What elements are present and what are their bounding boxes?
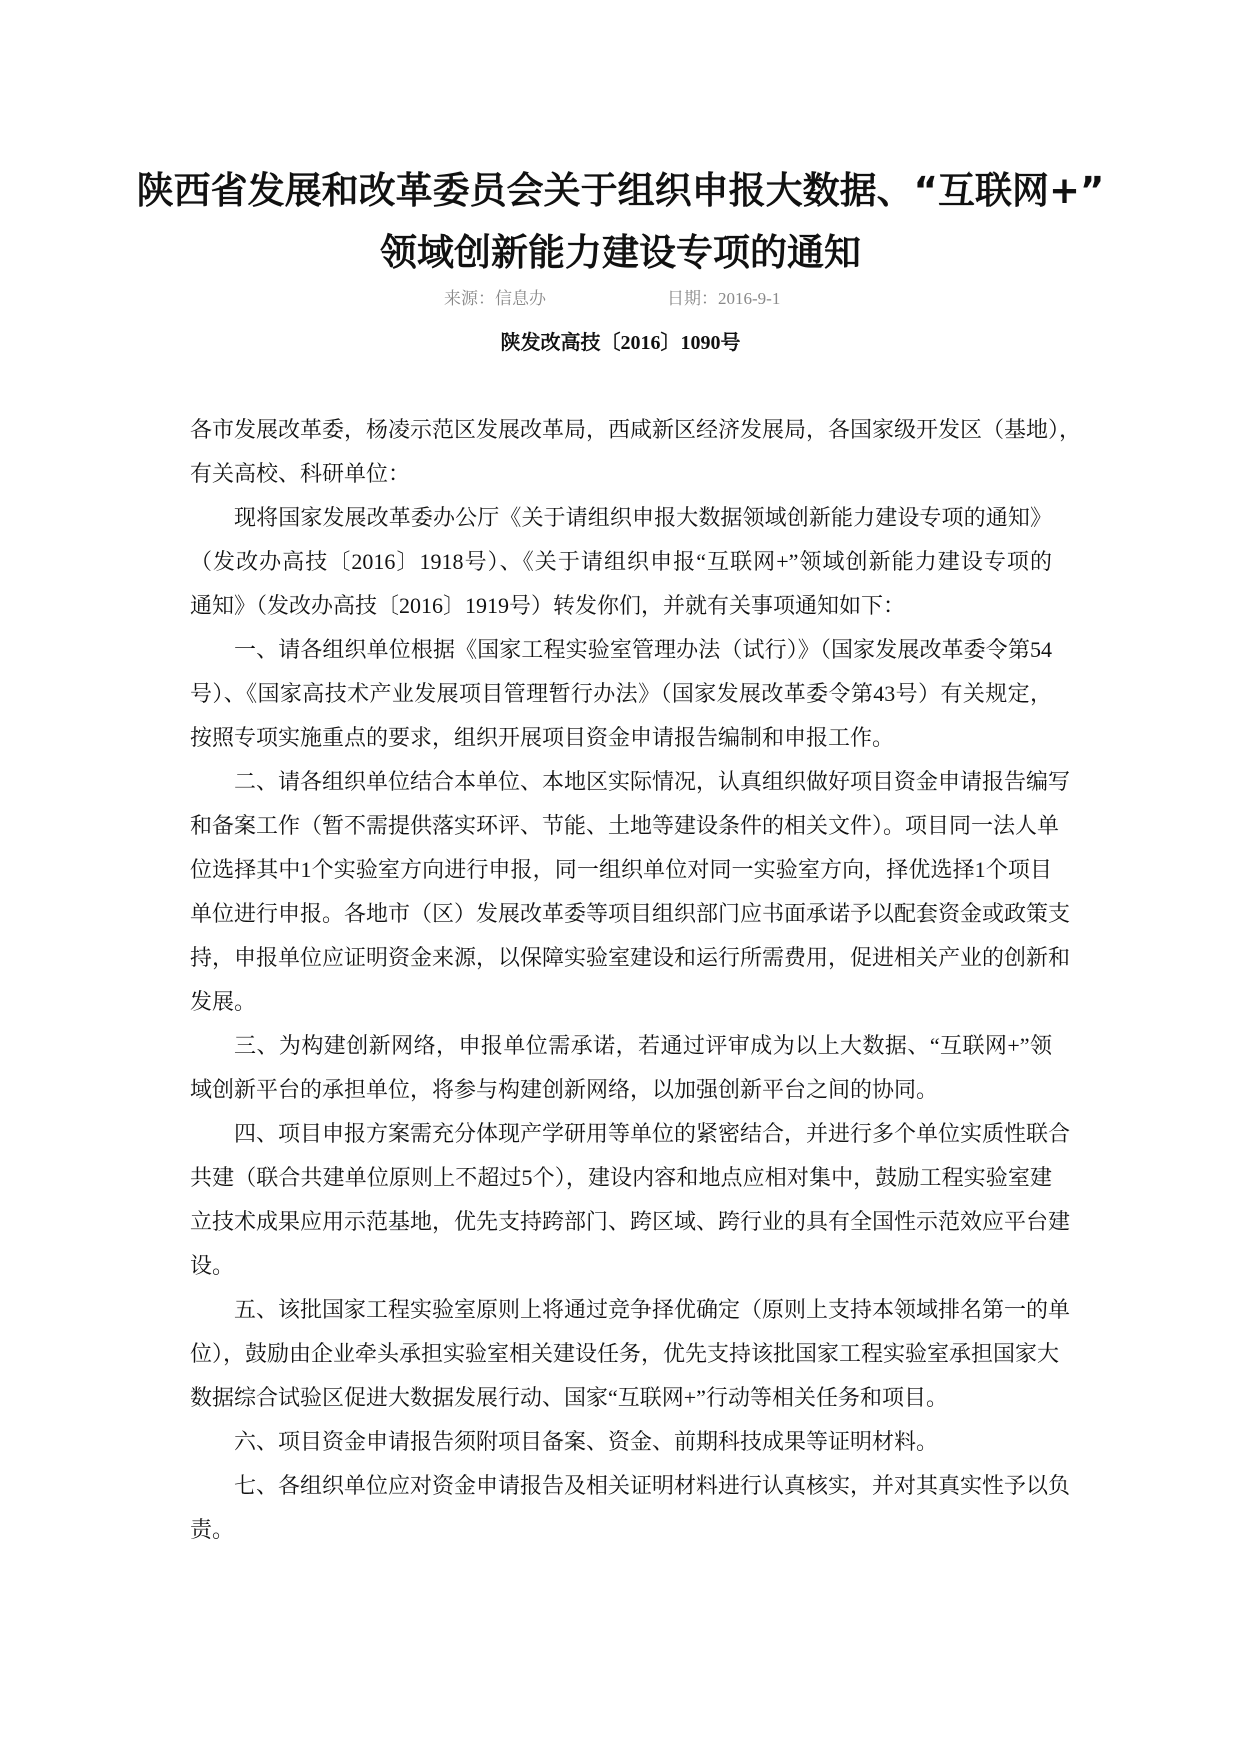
paragraph-line: 四、项目申报方案需充分体现产学研用等单位的紧密结合，并进行多个单位实质性联合	[234, 1121, 1071, 1146]
paragraph-line: 现将国家发展改革委办公厅《关于请组织申报大数据领域创新能力建设专项的通知》	[234, 505, 1052, 530]
paragraph-line: 共建（联合共建单位原则上不超过5个），建设内容和地点应相对集中，鼓励工程实验室建	[190, 1165, 1052, 1190]
paragraph-line: （发改办高技〔2016〕1918号）、《关于请组织申报“互联网+”领域创新能力建设专项的	[190, 549, 1052, 574]
paragraph	[190, 628, 1052, 760]
paragraph	[190, 1288, 1071, 1420]
paragraph	[190, 1024, 1052, 1112]
paragraph-line: 数据综合试验区促进大数据发展行动、国家“互联网+”行动等相关任务和项目。	[190, 1385, 948, 1410]
paragraph-line: 一、请各组织单位根据《国家工程实验室管理办法（试行）》（国家发展改革委令第54	[234, 637, 1052, 662]
paragraph-line: 立技术成果应用示范基地，优先支持跨部门、跨区域、跨行业的具有全国性示范效应平台建	[190, 1209, 1071, 1234]
paragraph-line: 有关高校、科研单位：	[190, 461, 411, 486]
paragraph-line: 位），鼓励由企业牵头承担实验室相关建设任务，优先支持该批国家工程实验室承担国家大	[190, 1341, 1060, 1366]
paragraph-line: 域创新平台的承担单位，将参与构建创新网络，以加强创新平台之间的协同。	[190, 1077, 939, 1102]
paragraph-line: 和备案工作（暂不需提供落实环评、节能、土地等建设条件的相关文件）。项目同一法人单	[190, 813, 1060, 838]
paragraph-line: 通知》（发改办高技〔2016〕1919号）转发你们，并就有关事项通知如下：	[190, 593, 906, 618]
paragraph-line: 五、该批国家工程实验室原则上将通过竞争择优确定（原则上支持本领域排名第一的单	[234, 1297, 1071, 1322]
paragraph-line: 单位进行申报。各地市（区）发展改革委等项目组织部门应书面承诺予以配套资金或政策支	[190, 901, 1071, 926]
paragraph-line: 各市发展改革委，杨凌示范区发展改革局，西咸新区经济发展局，各国家级开发区（基地），	[190, 417, 1082, 442]
paragraph	[190, 1420, 1052, 1464]
document-title-line-2: 领域创新能力建设专项的通知	[380, 231, 861, 274]
paragraph-line: 六、项目资金申请报告须附项目备案、资金、前期科技成果等证明材料。	[234, 1429, 939, 1454]
paragraph	[190, 760, 1071, 1024]
paragraph	[190, 1112, 1071, 1288]
paragraph-line: 二、请各组织单位结合本单位、本地区实际情况，认真组织做好项目资金申请报告编写	[234, 769, 1071, 794]
paragraph-line: 三、为构建创新网络，申报单位需承诺，若通过评审成为以上大数据、“互联网+”领	[234, 1033, 1052, 1058]
document-number: 陕发改高技〔2016〕1090号	[500, 332, 741, 354]
date-label: 日期：2016-9-1	[667, 289, 781, 308]
paragraph-line: 位选择其中1个实验室方向进行申报，同一组织单位对同一实验室方向，择优选择1个项目	[190, 857, 1052, 882]
paragraph-line: 设。	[190, 1253, 235, 1278]
paragraph	[190, 1464, 1071, 1552]
source-label: 来源：信息办	[444, 289, 546, 308]
paragraph-line: 持，申报单位应证明资金来源，以保障实验室建设和运行所需费用，促进相关产业的创新和	[190, 945, 1071, 970]
paragraph-line: 按照专项实施重点的要求，组织开展项目资金申请报告编制和申报工作。	[190, 725, 895, 750]
paragraph-line: 责。	[190, 1517, 235, 1542]
document-body	[190, 408, 1082, 1552]
paragraph	[190, 408, 1082, 496]
paragraph	[190, 496, 1052, 628]
paragraph-line: 发展。	[190, 989, 257, 1014]
paragraph-line: 七、各组织单位应对资金申请报告及相关证明材料进行认真核实，并对其真实性予以负	[234, 1473, 1071, 1498]
document-title-line-1: 陕西省发展和改革委员会关于组织申报大数据、“互联网+”	[136, 169, 1105, 212]
paragraph-line: 号）、《国家高技术产业发展项目管理暂行办法》（国家发展改革委令第43号）有关规定，	[190, 681, 1052, 706]
